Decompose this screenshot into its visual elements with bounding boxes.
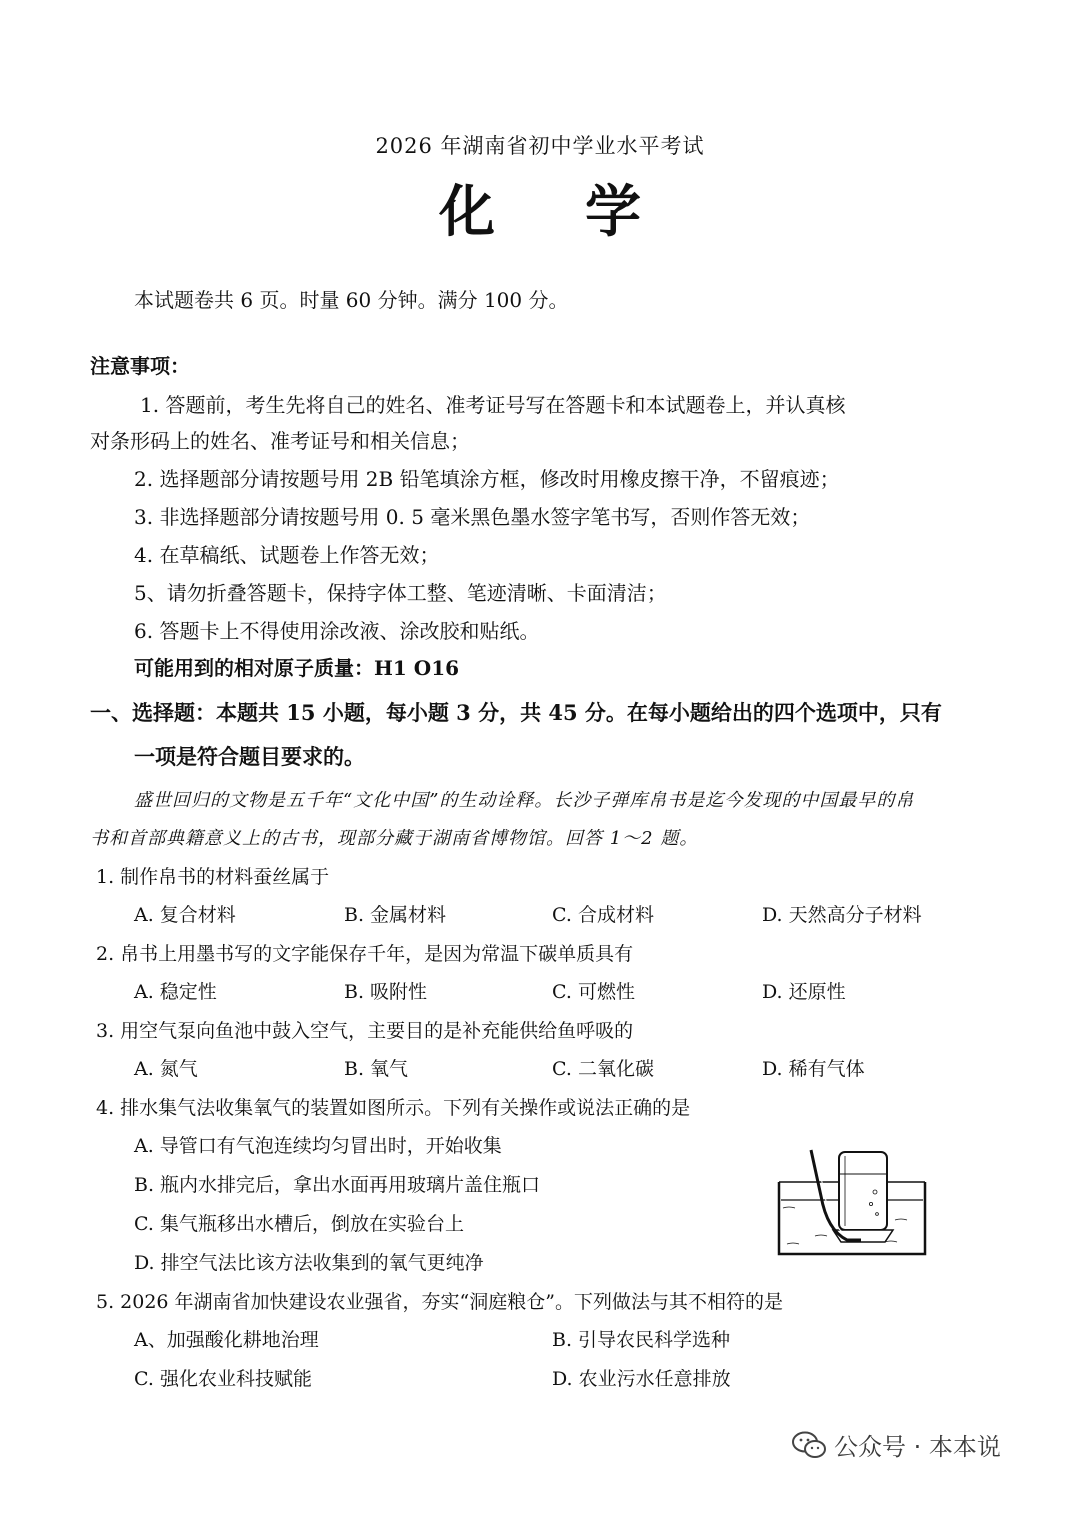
atomic-mass-line: 可能用到的相对原子质量：H1 O16: [134, 656, 460, 680]
question-3-stem: 3. 用空气泵向鱼池中鼓入空气，主要目的是补充能供给鱼呼吸的: [96, 1020, 634, 1042]
question-5-stem: 5. 2026 年湖南省加快建设农业强省，夯实“洞庭粮仓”。下列做法与其不相符的是: [96, 1291, 783, 1313]
option-a: A. 复合材料: [134, 904, 236, 926]
option-a: A. 氮气: [134, 1058, 198, 1080]
option-d: D. 天然高分子材料: [762, 904, 922, 926]
option-b: B. 金属材料: [344, 904, 447, 926]
option-b: B. 引导农民科学选种: [552, 1329, 731, 1351]
notice-item: 5、请勿折叠答题卡，保持字体工整、笔迹清晰、卡面清洁；: [134, 581, 667, 605]
option-a: A、加强酸化耕地治理: [134, 1329, 319, 1351]
notice-item: 2. 选择题部分请按题号用 2B 铅笔填涂方框，修改时用橡皮擦干净，不留痕迹；: [134, 467, 840, 491]
option-a: A. 稳定性: [134, 981, 217, 1003]
context-text: 盛世回归的文物是五千年“文化中国”的生动诠释。长沙子弹库帛书是迄今发现的中国最早的帛: [134, 790, 915, 811]
section-heading-cont: 一项是符合题目要求的。: [134, 744, 365, 769]
question-2-stem: 2. 帛书上用墨书写的文字能保存千年，是因为常温下碳单质具有: [96, 943, 634, 965]
wechat-icon: [792, 1431, 826, 1459]
gas-collection-apparatus-figure: [775, 1148, 935, 1258]
option-d: D. 农业污水任意排放: [552, 1368, 731, 1390]
option-b: B. 瓶内水排完后，拿出水面再用玻璃片盖住瓶口: [134, 1174, 541, 1196]
option-c: C. 可燃性: [552, 981, 635, 1003]
question-1-stem: 1. 制作帛书的材料蚕丝属于: [96, 866, 330, 888]
notice-item: 对条形码上的姓名、准考证号和相关信息；: [90, 429, 470, 453]
notice-item: 6. 答题卡上不得使用涂改液、涂改胶和贴纸。: [134, 619, 540, 643]
section-heading: 一、选择题：本题共 15 小题，每小题 3 分，共 45 分。在每小题给出的四个选项中，只有: [90, 700, 942, 725]
option-c: C. 集气瓶移出水槽后，倒放在实验台上: [134, 1213, 464, 1235]
option-b: B. 氧气: [344, 1058, 409, 1080]
notice-item: 3. 非选择题部分请按题号用 0. 5 毫米黑色墨水签字笔书写，否则作答无效；: [134, 505, 811, 529]
notice-heading: 注意事项：: [90, 354, 190, 378]
context-text: 书和首部典籍意义上的古书，现部分藏于湖南省博物馆。回答 1～2 题。: [90, 828, 699, 849]
notice-item: 1. 答题前，考生先将自己的姓名、准考证号写在答题卡和本试题卷上，并认真核: [140, 393, 846, 417]
option-b: B. 吸附性: [344, 981, 428, 1003]
question-4-stem: 4. 排水集气法收集氧气的装置如图所示。下列有关操作或说法正确的是: [96, 1097, 691, 1119]
option-c: C. 二氧化碳: [552, 1058, 654, 1080]
option-d: D. 还原性: [762, 981, 846, 1003]
option-c: C. 强化农业科技赋能: [134, 1368, 312, 1390]
notice-item: 4. 在草稿纸、试题卷上作答无效；: [134, 543, 440, 567]
option-d: D. 排空气法比该方法收集到的氧气更纯净: [134, 1252, 484, 1274]
exam-subtitle: 2026 年湖南省初中学业水平考试: [375, 134, 705, 158]
option-c: C. 合成材料: [552, 904, 654, 926]
option-d: D. 稀有气体: [762, 1058, 865, 1080]
watermark: [792, 1427, 1001, 1462]
option-a: A. 导管口有气泡连续均匀冒出时，开始收集: [134, 1135, 502, 1157]
watermark-text: 公众号 · 本本说: [834, 1433, 1001, 1461]
exam-title: 化学: [439, 179, 731, 245]
exam-info: 本试题卷共 6 页。时量 60 分钟。满分 100 分。: [134, 288, 569, 312]
